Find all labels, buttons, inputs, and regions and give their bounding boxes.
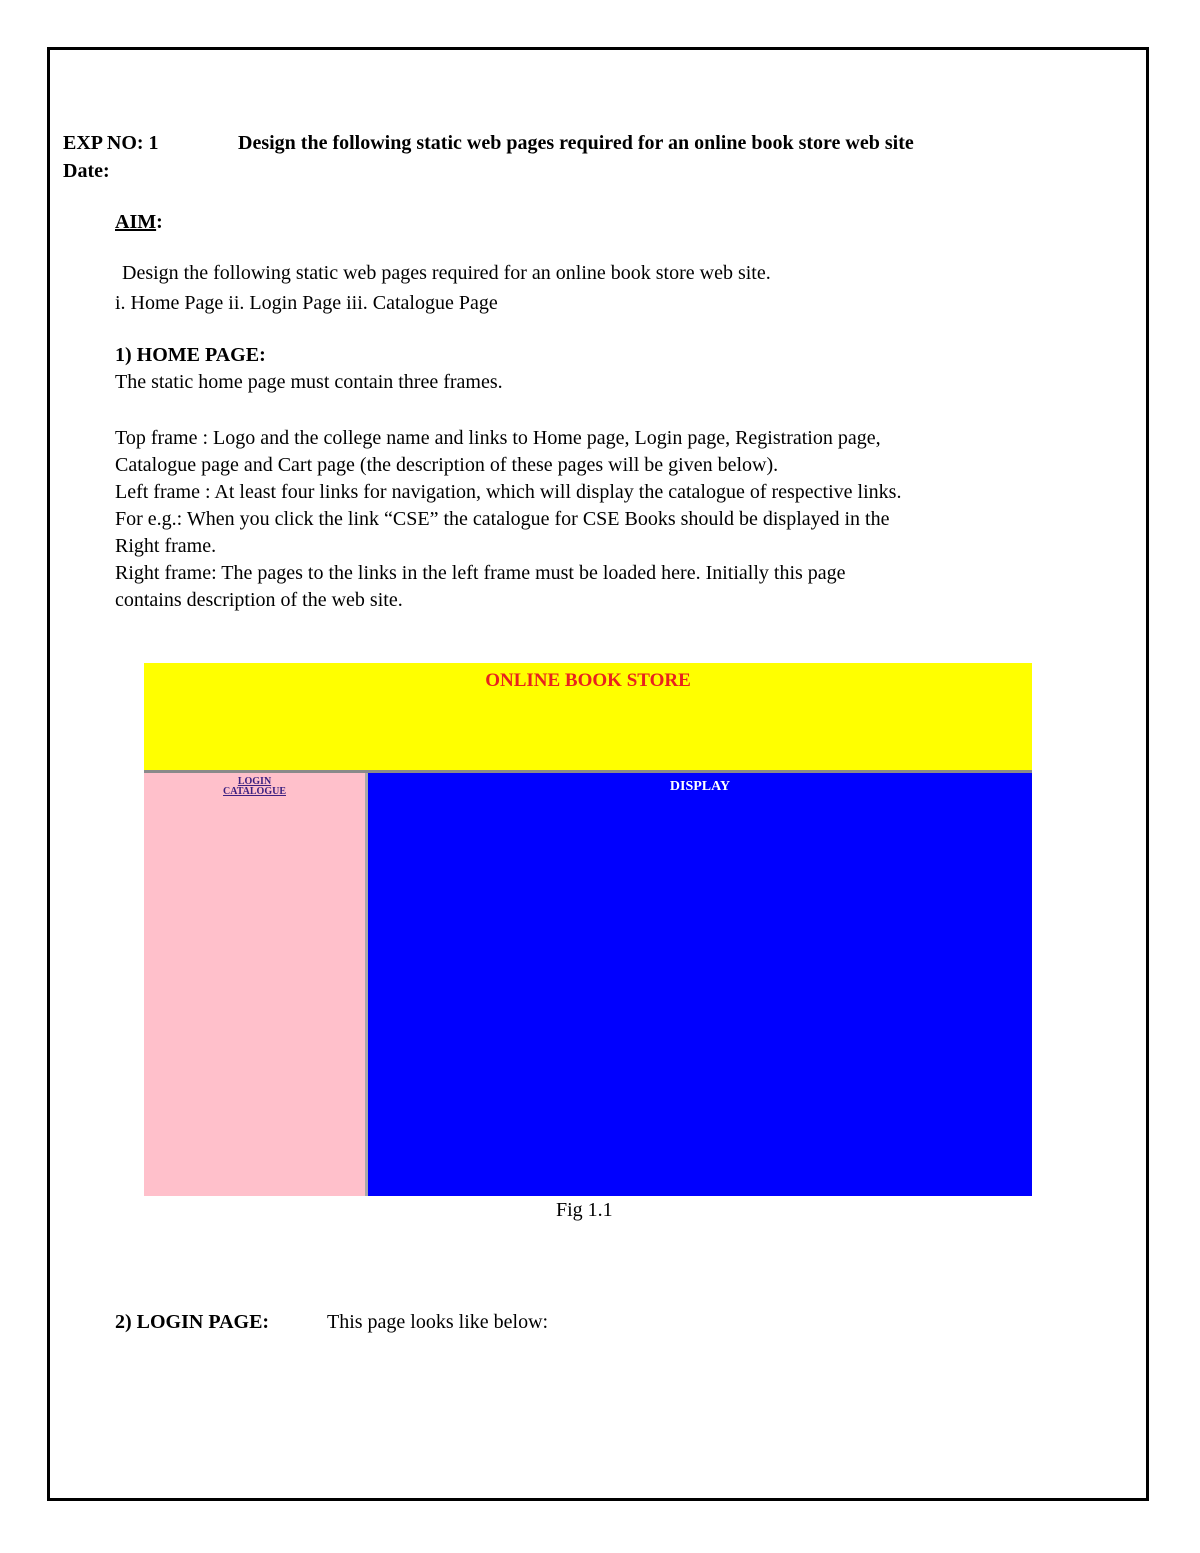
exp-number: EXP NO: 1 [63,132,159,154]
login-link[interactable]: LOGIN [237,776,272,787]
left-frame [144,773,365,1196]
date-label: Date: [63,160,110,182]
login-page-heading-text: 2) LOGIN PAGE: [115,1311,270,1333]
frames-description-line: Right frame. [115,535,217,557]
frames-description-line: Right frame: The pages to the links in the left frame must be loaded here. Initially this page [115,562,846,584]
figure-caption: Fig 1.1 [556,1199,613,1221]
catalogue-link[interactable]: CATALOGUE [223,786,286,797]
frames-description-line: Left frame : At least four links for navigation, which will display the catalogue of respective links. [115,481,902,503]
top-frame [144,663,1032,770]
login-page-description: This page looks like below: [327,1311,549,1333]
frames-description-line: Top frame : Logo and the college name and links to Home page, Login page, Registration page, [115,427,881,449]
frames-description-line: For e.g.: When you click the link “CSE” the catalogue for CSE Books should be displayed in the [115,508,890,530]
aim-heading-colon: : [156,211,163,233]
store-title: ONLINE BOOK STORE [485,670,691,691]
frames-description-line: Catalogue page and Cart page (the description of these pages will be given below). [115,454,779,476]
home-page-figure [144,663,1032,1196]
aim-heading [115,211,163,234]
aim-text: Design the following static web pages required for an online book store web site. [122,262,771,284]
home-page-intro: The static home page must contain three frames. [115,371,503,393]
login-page-heading [115,1311,269,1334]
aim-heading-word: AIM [115,211,157,233]
aim-pages-list: i. Home Page ii. Login Page iii. Catalogue Page [115,292,498,314]
experiment-title: Design the following static web pages required for an online book store web site [238,132,914,154]
right-frame [368,773,1032,1196]
frames-description-line: contains description of the web site. [115,589,403,611]
frames-description [115,425,1115,614]
home-page-heading: 1) HOME PAGE: [115,344,266,366]
display-label: DISPLAY [669,779,731,794]
